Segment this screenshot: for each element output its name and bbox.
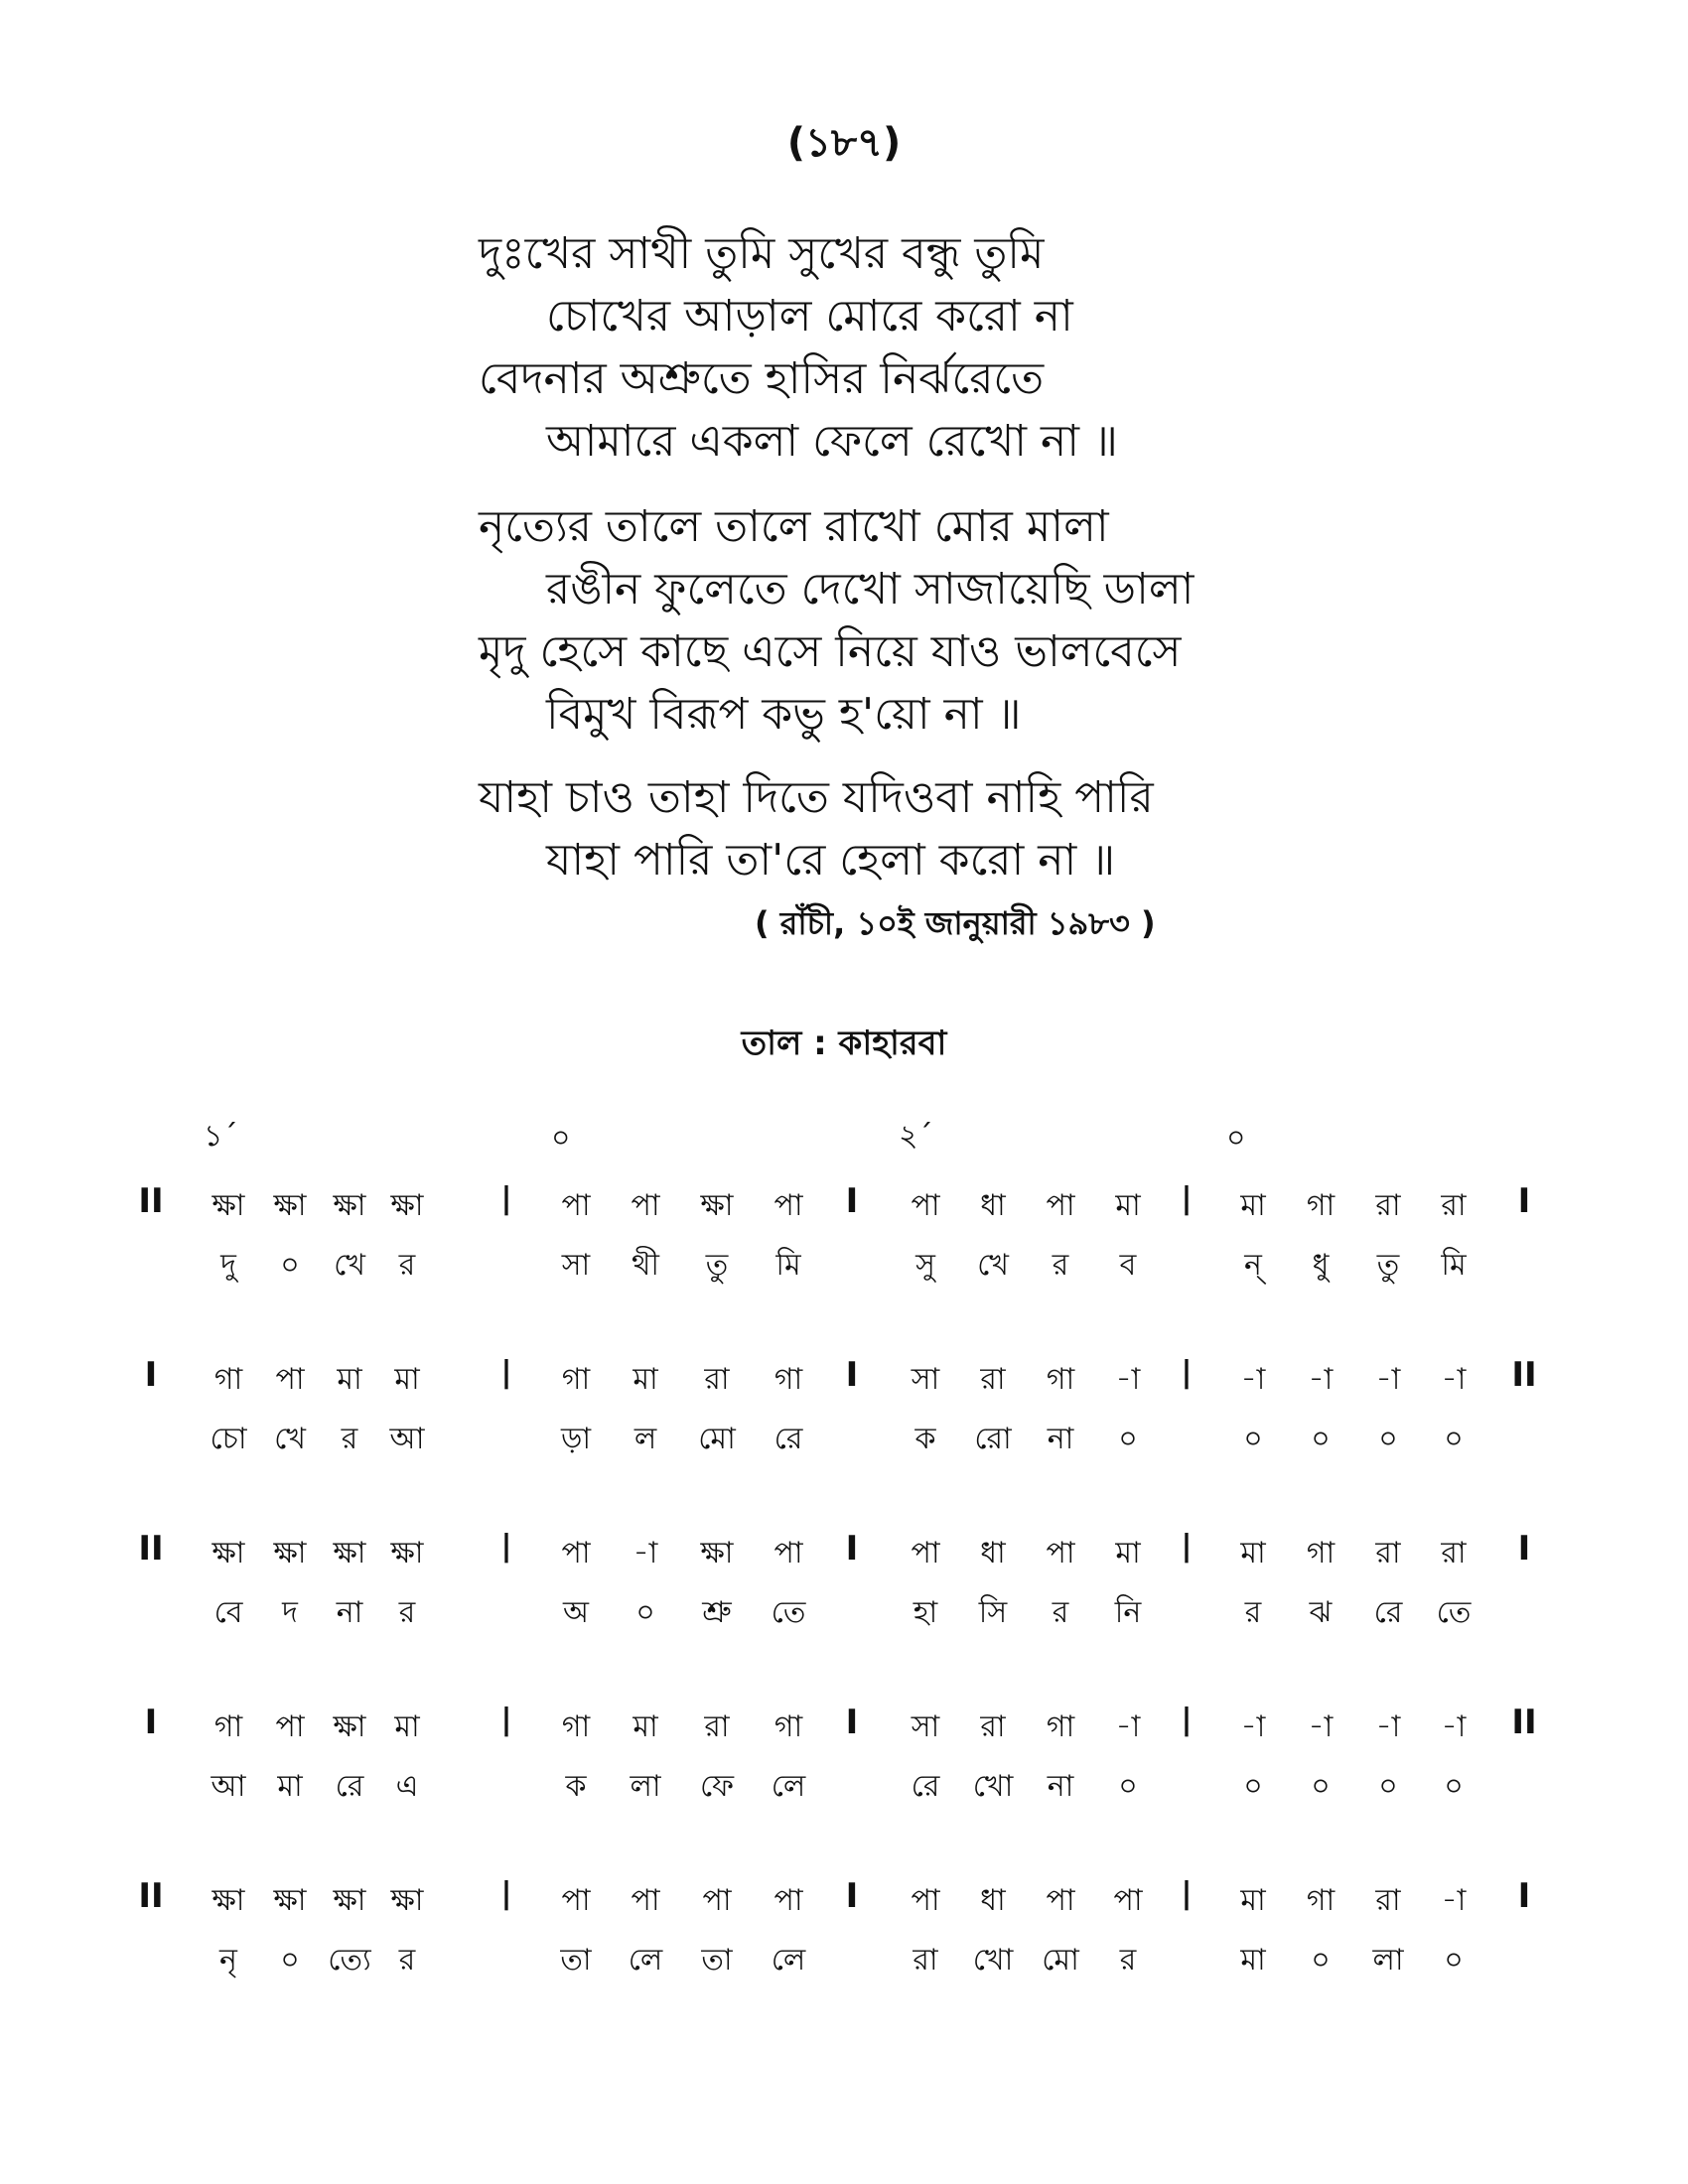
swara-note: ধা bbox=[980, 1188, 1006, 1223]
swara-note: ক্ষা bbox=[700, 1536, 734, 1570]
section-barline: II bbox=[138, 1529, 164, 1569]
swara-note: -া bbox=[1115, 1362, 1141, 1397]
lyric-syllable: তু bbox=[1376, 1248, 1400, 1283]
swara-note: গা bbox=[1046, 1362, 1075, 1397]
lyric-syllable: অ bbox=[563, 1595, 589, 1630]
lyric-syllable: এ bbox=[395, 1769, 419, 1804]
lyric-syllable: লা bbox=[1372, 1943, 1404, 1978]
lyric-syllable: মো bbox=[698, 1422, 736, 1456]
beat-mark: ২´ bbox=[899, 1119, 933, 1154]
swara-note: মা bbox=[394, 1362, 420, 1397]
lyric-syllable: খো bbox=[972, 1943, 1014, 1978]
swara-note: মা bbox=[394, 1709, 420, 1744]
swara-note: ক্ষা bbox=[700, 1188, 734, 1223]
lyric-syllable: ০ bbox=[1118, 1422, 1138, 1456]
swara-note: পা bbox=[561, 1536, 591, 1570]
swara-note: পা bbox=[911, 1536, 940, 1570]
swara-note: মা bbox=[633, 1362, 658, 1397]
lyric-syllable: রে bbox=[335, 1769, 364, 1804]
lyric-syllable: ০ bbox=[1444, 1943, 1464, 1978]
lyric-line: চোখের আড়াল মোরে করো না bbox=[546, 291, 1073, 341]
lyric-syllable: তা bbox=[560, 1943, 592, 1978]
swara-note: পা bbox=[631, 1188, 660, 1223]
lyric-syllable: ফে bbox=[699, 1769, 735, 1804]
lyric-syllable: র bbox=[398, 1248, 416, 1283]
section-barline: I bbox=[845, 1355, 859, 1395]
swara-note: -া bbox=[1375, 1362, 1401, 1397]
lyric-syllable: সা bbox=[561, 1248, 591, 1283]
beat-mark: ০ bbox=[1226, 1121, 1246, 1156]
lyric-line: আমারে একলা ফেলে রেখো না ॥ bbox=[546, 416, 1118, 467]
lyric-syllable: ০ bbox=[1311, 1943, 1331, 1978]
swara-note: -া bbox=[1115, 1709, 1141, 1744]
lyric-syllable: লে bbox=[628, 1943, 663, 1978]
lyric-syllable: রে bbox=[911, 1769, 940, 1804]
lyric-syllable: রা bbox=[913, 1943, 938, 1978]
swara-note: মা bbox=[1240, 1883, 1266, 1918]
swara-note: রা bbox=[704, 1362, 730, 1397]
lyric-syllable: লা bbox=[630, 1769, 661, 1804]
swara-note: পা bbox=[631, 1883, 660, 1918]
lyric-line: যাহা চাও তাহা দিতে যদিওবা নাহি পারি bbox=[479, 772, 1154, 823]
lyric-syllable: না bbox=[1047, 1422, 1074, 1456]
tala-heading: তাল : কাহারবা bbox=[741, 1024, 947, 1063]
swara-note: -া bbox=[1441, 1709, 1467, 1744]
swara-note: পা bbox=[774, 1188, 803, 1223]
swara-note: ক্ষা bbox=[333, 1536, 366, 1570]
lyric-syllable: তে bbox=[771, 1595, 806, 1630]
lyric-syllable: না bbox=[336, 1595, 363, 1630]
section-barline: I bbox=[845, 1876, 859, 1916]
lyric-syllable: নৃ bbox=[219, 1943, 237, 1978]
lyric-syllable: ০ bbox=[1311, 1769, 1331, 1804]
lyric-syllable: খে bbox=[334, 1248, 365, 1283]
swara-note: ক্ষা bbox=[333, 1883, 366, 1918]
lyric-syllable: ক bbox=[565, 1769, 587, 1804]
lyric-syllable: ঝ bbox=[1309, 1595, 1333, 1630]
swara-note: ধা bbox=[980, 1883, 1006, 1918]
section-barline: I bbox=[845, 1181, 859, 1221]
swara-note: গা bbox=[213, 1709, 243, 1744]
swara-note: ক্ষা bbox=[390, 1883, 424, 1918]
swara-note: ক্ষা bbox=[273, 1883, 307, 1918]
lyric-syllable: রে bbox=[774, 1422, 803, 1456]
lyric-syllable: বে bbox=[213, 1595, 243, 1630]
lyric-syllable: ল bbox=[633, 1422, 657, 1456]
swara-note: পা bbox=[275, 1362, 305, 1397]
lyric-syllable: সু bbox=[915, 1248, 935, 1283]
lyric-syllable: দ bbox=[282, 1595, 298, 1630]
lyric-syllable: খো bbox=[972, 1769, 1014, 1804]
swara-note: ক্ষা bbox=[390, 1536, 424, 1570]
section-barline: II bbox=[138, 1876, 164, 1916]
swara-note: গা bbox=[774, 1709, 803, 1744]
lyric-syllable: র bbox=[398, 1943, 416, 1978]
swara-note: মা bbox=[1240, 1188, 1266, 1223]
beat-mark: ১´ bbox=[204, 1119, 238, 1154]
lyric-line: যাহা পারি তা'রে হেলা করো না ॥ bbox=[546, 835, 1116, 886]
lyric-line: বেদনার অশ্রুতে হাসির নির্ঝরেতে bbox=[479, 353, 1045, 404]
lyric-syllable: ০ bbox=[1311, 1422, 1331, 1456]
swara-note: পা bbox=[702, 1883, 732, 1918]
lyric-syllable: ০ bbox=[1378, 1769, 1398, 1804]
swara-note: -া bbox=[1441, 1362, 1467, 1397]
swara-note: পা bbox=[911, 1188, 940, 1223]
lyric-syllable: র bbox=[341, 1422, 358, 1456]
beat-divider: | bbox=[500, 1355, 512, 1390]
lyric-syllable: থী bbox=[631, 1248, 660, 1283]
lyric-syllable: ড়া bbox=[560, 1422, 592, 1456]
swara-note: -া bbox=[1441, 1883, 1467, 1918]
lyric-syllable: আ bbox=[211, 1769, 246, 1804]
lyric-syllable: ০ bbox=[1444, 1422, 1464, 1456]
lyric-syllable: ০ bbox=[1444, 1769, 1464, 1804]
page-number: (১৮৭) bbox=[786, 120, 902, 166]
swara-note: ক্ষা bbox=[273, 1536, 307, 1570]
swara-note: গা bbox=[1306, 1536, 1336, 1570]
swara-note: পা bbox=[1046, 1188, 1075, 1223]
swara-note: সা bbox=[911, 1362, 940, 1397]
swara-note: গা bbox=[1306, 1883, 1336, 1918]
swara-note: -া bbox=[1375, 1709, 1401, 1744]
lyric-syllable: র bbox=[1052, 1595, 1069, 1630]
lyric-syllable: তা bbox=[701, 1943, 733, 1978]
swara-note: পা bbox=[561, 1188, 591, 1223]
swara-note: পা bbox=[774, 1536, 803, 1570]
lyric-line: নৃত্যের তালে তালে রাখো মোর মালা bbox=[479, 501, 1109, 552]
swara-note: গা bbox=[1046, 1709, 1075, 1744]
swara-note: ধা bbox=[980, 1536, 1006, 1570]
swara-note: ক্ষা bbox=[333, 1188, 366, 1223]
section-barline: I bbox=[144, 1703, 158, 1742]
lyric-syllable: ০ bbox=[1118, 1769, 1138, 1804]
swara-note: পা bbox=[1113, 1883, 1143, 1918]
swara-note: -া bbox=[1240, 1362, 1266, 1397]
swara-note: ক্ষা bbox=[333, 1709, 366, 1744]
swara-note: পা bbox=[774, 1883, 803, 1918]
lyric-syllable: ধু bbox=[1312, 1248, 1330, 1283]
swara-note: পা bbox=[911, 1883, 940, 1918]
swara-note: -া bbox=[1240, 1709, 1266, 1744]
swara-note: -া bbox=[1308, 1709, 1334, 1744]
swara-note: পা bbox=[275, 1709, 305, 1744]
beat-divider: | bbox=[1181, 1181, 1193, 1216]
swara-note: গা bbox=[213, 1362, 243, 1397]
lyric-syllable: ক bbox=[914, 1422, 936, 1456]
lyric-line: বিমুখ বিরূপ কভু হ'য়ো না ॥ bbox=[546, 689, 1022, 740]
lyric-syllable: ত্যে bbox=[328, 1943, 371, 1978]
swara-note: ক্ষা bbox=[273, 1188, 307, 1223]
lyric-syllable: হা bbox=[913, 1595, 938, 1630]
swara-note: রা bbox=[1441, 1536, 1467, 1570]
section-barline: II bbox=[1511, 1355, 1537, 1395]
swara-note: রা bbox=[1375, 1188, 1401, 1223]
lyric-syllable: ০ bbox=[280, 1943, 300, 1978]
swara-note: রা bbox=[1375, 1536, 1401, 1570]
lyric-syllable: র bbox=[1119, 1943, 1137, 1978]
beat-divider: | bbox=[1181, 1703, 1193, 1737]
swara-note: রা bbox=[980, 1362, 1006, 1397]
beat-divider: | bbox=[1181, 1529, 1193, 1564]
lyric-syllable: মি bbox=[775, 1248, 801, 1283]
lyric-syllable: তু bbox=[705, 1248, 729, 1283]
beat-divider: | bbox=[500, 1181, 512, 1216]
lyric-syllable: না bbox=[1047, 1769, 1074, 1804]
section-barline: I bbox=[1517, 1529, 1531, 1569]
swara-note: রা bbox=[704, 1709, 730, 1744]
beat-divider: | bbox=[500, 1529, 512, 1564]
lyric-line: দুঃখের সাথী তুমি সুখের বন্ধু তুমি bbox=[479, 228, 1045, 279]
lyric-syllable: লে bbox=[771, 1943, 806, 1978]
swara-note: পা bbox=[561, 1883, 591, 1918]
lyric-syllable: চো bbox=[210, 1422, 247, 1456]
lyric-syllable: রো bbox=[974, 1422, 1012, 1456]
lyric-syllable: ০ bbox=[1378, 1422, 1398, 1456]
beat-divider: | bbox=[500, 1703, 512, 1737]
beat-divider: | bbox=[1181, 1355, 1193, 1390]
lyric-syllable: দু bbox=[220, 1248, 236, 1283]
swara-note: মা bbox=[633, 1709, 658, 1744]
section-barline: I bbox=[1517, 1876, 1531, 1916]
lyric-syllable: ০ bbox=[635, 1595, 655, 1630]
section-barline: I bbox=[845, 1703, 859, 1742]
swara-note: রা bbox=[980, 1709, 1006, 1744]
swara-note: ক্ষা bbox=[211, 1536, 245, 1570]
beat-divider: | bbox=[1181, 1876, 1193, 1911]
swara-note: গা bbox=[1306, 1188, 1336, 1223]
section-barline: II bbox=[138, 1181, 164, 1221]
swara-note: রা bbox=[1375, 1883, 1401, 1918]
lyric-syllable: খে bbox=[977, 1248, 1009, 1283]
swara-note: গা bbox=[561, 1362, 591, 1397]
section-barline: I bbox=[1517, 1181, 1531, 1221]
lyric-syllable: র bbox=[1244, 1595, 1262, 1630]
section-barline: I bbox=[144, 1355, 158, 1395]
lyric-syllable: ব bbox=[1119, 1248, 1137, 1283]
swara-note: পা bbox=[1046, 1536, 1075, 1570]
swara-note: মা bbox=[1115, 1536, 1141, 1570]
lyric-syllable: শ্রু bbox=[702, 1595, 732, 1630]
swara-note: মা bbox=[1115, 1188, 1141, 1223]
lyric-syllable: খে bbox=[274, 1422, 306, 1456]
swara-note: -া bbox=[1308, 1362, 1334, 1397]
section-barline: II bbox=[1511, 1703, 1537, 1742]
swara-note: রা bbox=[1441, 1188, 1467, 1223]
lyric-syllable: সি bbox=[978, 1595, 1008, 1630]
swara-note: -া bbox=[633, 1536, 658, 1570]
lyric-syllable: মা bbox=[277, 1769, 303, 1804]
section-barline: I bbox=[845, 1529, 859, 1569]
swara-note: গা bbox=[774, 1362, 803, 1397]
lyric-syllable: তে bbox=[1436, 1595, 1472, 1630]
swara-note: ক্ষা bbox=[211, 1883, 245, 1918]
swara-note: পা bbox=[1046, 1883, 1075, 1918]
lyric-syllable: মা bbox=[1240, 1943, 1266, 1978]
lyric-line: রঙীন ফুলেতে দেখো সাজায়েছি ডালা bbox=[546, 564, 1195, 614]
lyric-line: মৃদু হেসে কাছে এসে নিয়ে যাও ভালবেসে bbox=[479, 626, 1182, 677]
lyric-syllable: ০ bbox=[280, 1248, 300, 1283]
beat-divider: | bbox=[500, 1876, 512, 1911]
lyric-syllable: রে bbox=[1373, 1595, 1403, 1630]
swara-note: মা bbox=[337, 1362, 362, 1397]
lyric-syllable: ০ bbox=[1243, 1422, 1263, 1456]
swara-note: সা bbox=[911, 1709, 940, 1744]
lyric-syllable: ন্ bbox=[1244, 1248, 1262, 1283]
swara-note: ক্ষা bbox=[211, 1188, 245, 1223]
swara-note: মা bbox=[1240, 1536, 1266, 1570]
lyric-syllable: ০ bbox=[1243, 1769, 1263, 1804]
swara-note: ক্ষা bbox=[390, 1188, 424, 1223]
lyric-syllable: র bbox=[1052, 1248, 1069, 1283]
lyric-syllable: লে bbox=[771, 1769, 806, 1804]
lyric-syllable: মি bbox=[1441, 1248, 1467, 1283]
composition-date: ( রাঁচী, ১০ই জানুয়ারী ১৯৮৩ ) bbox=[755, 904, 1156, 942]
lyric-syllable: র bbox=[398, 1595, 416, 1630]
lyric-syllable: নি bbox=[1114, 1595, 1142, 1630]
lyric-syllable: আ bbox=[389, 1422, 425, 1456]
lyric-syllable: মো bbox=[1042, 1943, 1079, 1978]
swara-note: গা bbox=[561, 1709, 591, 1744]
beat-mark: ০ bbox=[551, 1121, 571, 1156]
